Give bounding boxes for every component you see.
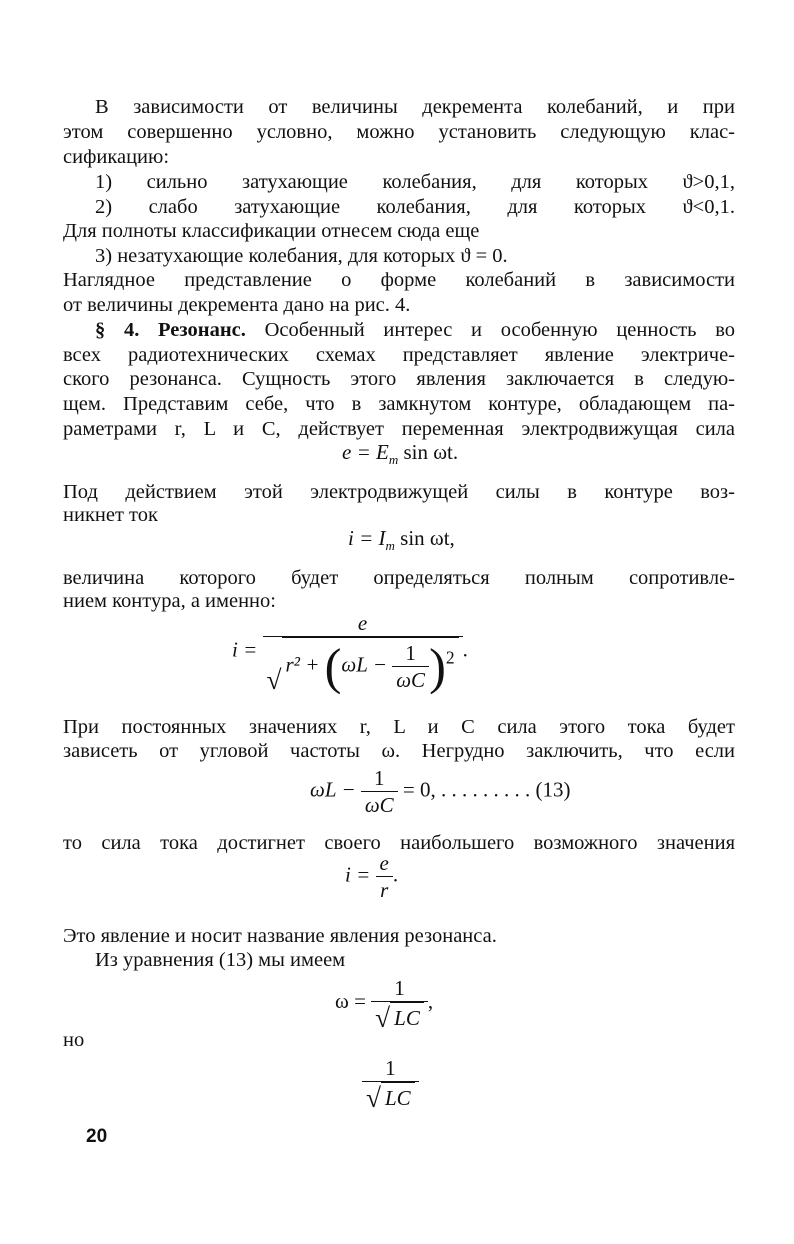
equation-omega: ω = $\frac{1}{√ LC}$ , [335,976,434,1033]
text-line: При постоянных значениях r, L и C сила этого тока будет [63,716,735,738]
section-heading: § 4. Резонанс. [95,319,246,341]
text-line: щем. Представим себе, что в замкнутом контуре, обладающем па- [63,393,735,415]
text-line: Под действием этой электродвижущей силы в контуре воз- [63,481,735,503]
equation-emf: $e = E_m$ sin ωt. [342,440,459,468]
list-item: 2) слабо затухающие колебания, для которых ϑ<0,1. [95,196,735,218]
text-line: Это явление и носит название явления резонанса. [63,925,497,947]
text-line: этом совершенно условно, можно установить следующую клас- [63,121,735,143]
text-line: Из уравнения (13) мы имеем [95,949,346,971]
text-line: Особенный интерес и особенную ценность во [264,319,735,341]
equation-13: ωL − $\frac{1}{\omega C}$ = 0, . . . . . . . . . (13) [310,766,571,817]
text-line: нием контура, а именно: [63,590,276,612]
text-line: от величины декремента дано на рис. 4. [63,294,411,316]
text-line: то сила тока достигнет своего наибольшего возможного значения [63,832,735,854]
equation-current: $i = I_m$ sin ωt, [348,526,455,554]
text-line: всех радиотехнических схемах представляет явление электриче- [63,344,735,366]
text-line: Для полноты классификации отнесем сюда еще [63,220,480,242]
text-line: зависеть от угловой частоты ω. Негрудно заключить, что если [63,740,735,762]
text-line: никнет ток [63,504,158,526]
list-item: 1) сильно затухающие колебания, для которых ϑ>0,1, [95,171,735,193]
page-number: 20 [86,1126,108,1147]
text-line: ского резонанса. Сущность этого явления заключается в следую- [63,368,735,390]
text-line: Наглядное представление о форме колебаний в зависимости [63,269,735,291]
text-line: В зависимости от величины декремента колебаний, и при [95,96,735,118]
text-line: сификацию: [63,146,170,168]
equation-max-current: i = $\frac{e}{r}$ . [345,851,399,902]
list-item: 3) незатухающие колебания, для которых ϑ = 0. [95,245,508,267]
section-first-line [95,318,735,342]
text-line: но [63,1029,85,1051]
text-line: величина которого будет определяться полным сопротивле- [63,567,735,589]
equation-last: $\frac{1}{√ LC}$ [362,1055,419,1111]
equation-impedance: i = e √r² + (ωL − $\frac{1}{\omega C}$ )$^2$ . [232,611,468,695]
text-line: раметрами r, L и C, действует переменная электродвижущая сила [63,418,735,440]
